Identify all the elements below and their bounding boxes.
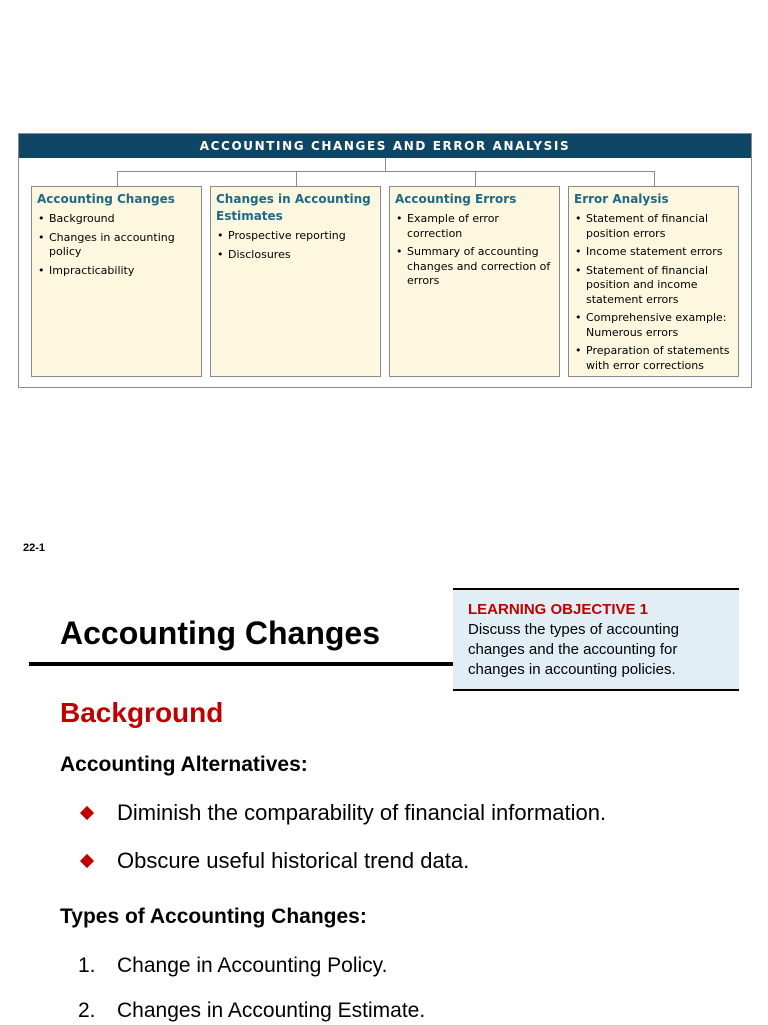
connector-drop-3	[475, 171, 476, 186]
item-text: Changes in Accounting Estimate.	[117, 999, 426, 1022]
chart-title: ACCOUNTING CHANGES AND ERROR ANALYSIS	[19, 134, 751, 158]
box-item: • Impracticability	[37, 264, 195, 279]
connector-drop-2	[296, 171, 297, 186]
learning-objective-text: Discuss the types of accounting changes and the accounting for changes in accounting policies.	[468, 621, 679, 678]
list-item-text: Diminish the comparability of financial information.	[117, 800, 607, 825]
box-title: Error Analysis	[574, 192, 669, 206]
learning-objective-heading: LEARNING OBJECTIVE 1	[468, 601, 649, 618]
diamond-bullet-icon	[80, 854, 94, 868]
organizer-chart	[18, 133, 752, 388]
slide-number: 22-1	[23, 542, 46, 554]
section-heading: Background	[60, 697, 224, 728]
box-title: Accounting Errors	[395, 192, 517, 206]
topic-box-accounting-errors	[389, 186, 560, 377]
alternatives-heading: Accounting Alternatives:	[60, 753, 308, 776]
box-item: • Example of error correction	[395, 212, 553, 241]
connector-stem	[385, 158, 386, 171]
connector-bar	[117, 171, 655, 172]
item-text: Change in Accounting Policy.	[117, 954, 388, 977]
box-item: • Statement of financial position errors	[574, 212, 732, 241]
title-underline	[29, 662, 453, 666]
item-number: 2.	[78, 999, 96, 1022]
list-item-text: Obscure useful historical trend data.	[117, 848, 470, 873]
box-item: • Disclosures	[216, 248, 374, 263]
box-item: • Income statement errors	[574, 245, 732, 260]
box-item: • Summary of accounting changes and correction of errors	[395, 245, 553, 289]
page-title: Accounting Changes	[60, 615, 381, 651]
box-item: • Preparation of statements with error corrections	[574, 344, 732, 373]
connector-drop-4	[654, 171, 655, 186]
box-item: • Statement of financial position and income statement errors	[574, 264, 732, 308]
topic-box-accounting-changes	[31, 186, 202, 377]
types-heading: Types of Accounting Changes:	[60, 905, 367, 928]
box-item: • Comprehensive example: Numerous errors	[574, 311, 732, 340]
diamond-bullet-icon	[80, 806, 94, 820]
box-item: • Changes in accounting policy	[37, 231, 195, 260]
item-number: 1.	[78, 954, 96, 977]
box-item: • Prospective reporting	[216, 229, 374, 244]
box-title: Changes in Accounting Estimates	[216, 192, 371, 223]
topic-box-changes-in-estimates	[210, 186, 381, 377]
box-title: Accounting Changes	[37, 192, 175, 206]
learning-objective-box	[453, 588, 739, 691]
box-item: • Background	[37, 212, 195, 227]
topic-box-error-analysis	[568, 186, 739, 377]
connector-drop-1	[117, 171, 118, 186]
